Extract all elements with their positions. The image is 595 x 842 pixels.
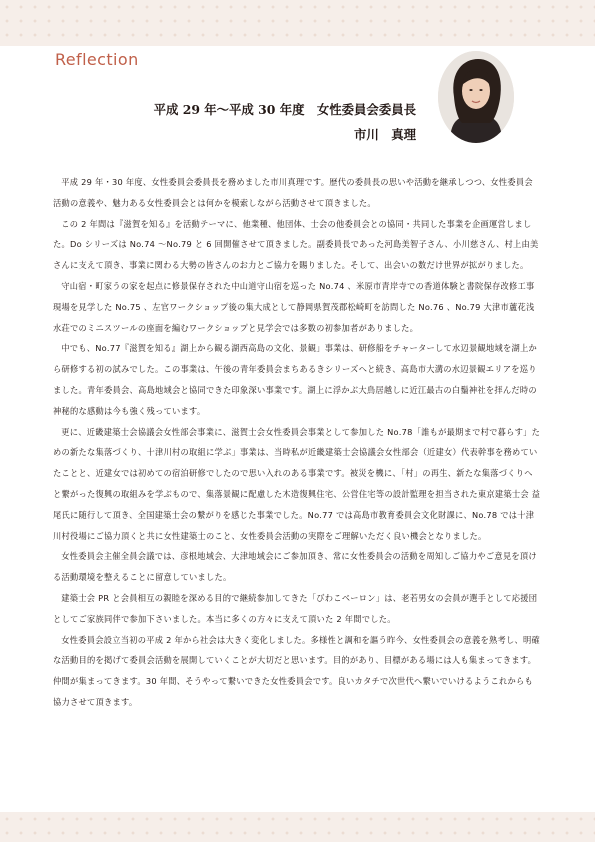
paragraph: この 2 年間は『滋賀を知る』を活動テーマに、他業種、他団体、士会の他委員会との協同・共同した事業を企画運営しました。Do シリーズは No.74 〜No.79 と 6 回開催させて頂きました。副委員長であった河島美智子さん、小川慈さん、村上由美さんに支えて頂き、事業に関わる大勢の皆さんのお力とご協力を賜りました。そして、出会いの数だけ世界が拡がりました。 bbox=[53, 218, 539, 271]
portrait-photo bbox=[438, 51, 514, 143]
paragraph: 平成 29 年・30 年度、女性委員会委員長を務めました市川真理です。歴代の委員長の思いや活動を継承しつつ、女性委員会活動の意義や、魅力ある女性委員会とは何かを模索しながら活動させて頂きました。 bbox=[53, 177, 533, 208]
section-heading: Reflection bbox=[55, 50, 139, 69]
top-pattern-band bbox=[0, 0, 595, 46]
document-title: 平成 29 年〜平成 30 年度 女性委員会委員長 bbox=[153, 102, 416, 117]
paragraph: 守山宿・町家うの家を起点に修景保存された中山道守山宿を巡った No.74 、米原市青岸寺での香道体験と書院保存改修工事現場を見学した No.75 、左官ワークショップ後の集大成として静岡県賀茂郡松崎町を訪問した No.76 、No.79 大津市蘆花浅水荘でのミニスツールの座面を編むワークショップと見学会では多数の初参加者がありました。 bbox=[53, 280, 535, 333]
bottom-pattern-band bbox=[0, 812, 595, 842]
paragraph: 更に、近畿建築士会協議会女性部会事業に、滋賀士会女性委員会事業として参加した No.78「誰もが最期まで村で暮らす」ための新たな集落づくり、十津川村の取組に学ぶ」事業は、当時私が近畿建築士会協議会女性部会（近建女）代表幹事を務めていたことと、近建女では初めての宿泊研修でしたので思い入れのある事業です。被災を機に、「村」の再生、新たな集落づくりへと繋がった復興の取組みを学ぶもので、集落景観に配慮した木造復興住宅、公営住宅等の設計監理を担当された東京建築士会 益尾氏に随行して頂き、全国建築士会の繋がりを感じた事業でした。No.77 では高島市教育委員会文化財課に、No.78 では十津川村役場にご協力頂くと共に女性建築士のこと、女性委員会活動の実際をご理解いただく良い機会となりました。 bbox=[53, 426, 541, 541]
paragraph: 女性委員会設立当初の平成 2 年から社会は大きく変化しました。多様性と調和を謳う昨今、女性委員会の意義を熟考し、明確な活動目的を掲げて委員会活動を展開していくことが大切だと思います。目的があり、目標がある場には人も集まってきます。仲間が集まってきます。30 年間、そうやって繋いできた女性委員会です。良いカタチで次世代へ繋いでいけるようこれからも協力させて頂きます。 bbox=[53, 634, 540, 707]
body-text bbox=[53, 172, 541, 713]
paragraph: 建築士会 PR と会員相互の親睦を深める目的で継続参加してきた「びわこベーロン」は、老若男女の会員が選手として応援団としてご家族同伴で参加下さいました。本当に多くの方々に支えて頂いた 2 年間でした。 bbox=[53, 592, 538, 624]
paragraph: 女性委員会主催全員会議では、彦根地域会、大津地域会にご参加頂き、常に女性委員会の活動を周知しご協力やご意見を頂ける活動環境を整えることに留意していました。 bbox=[53, 551, 537, 583]
portrait-illustration bbox=[438, 51, 514, 143]
paragraph: 中でも、No.77『滋賀を知る』湖上から観る湖西高島の文化、景観」事業は、研修船をチャーターして水辺景観地域を湖上から研修する初の試みでした。この事業は、午後の青年委員会まちあるきシリーズへと続き、高島市大溝の水辺景観エリアを巡りました。青年委員会、高島地域会と協同できた印象深い事業です。湖上に浮かぶ大鳥居越しに近江最古の白鬚神社を拝んだ時の神秘的な感動は今も強く残っています。 bbox=[53, 343, 537, 416]
author-name: 市川 真理 bbox=[354, 127, 416, 142]
